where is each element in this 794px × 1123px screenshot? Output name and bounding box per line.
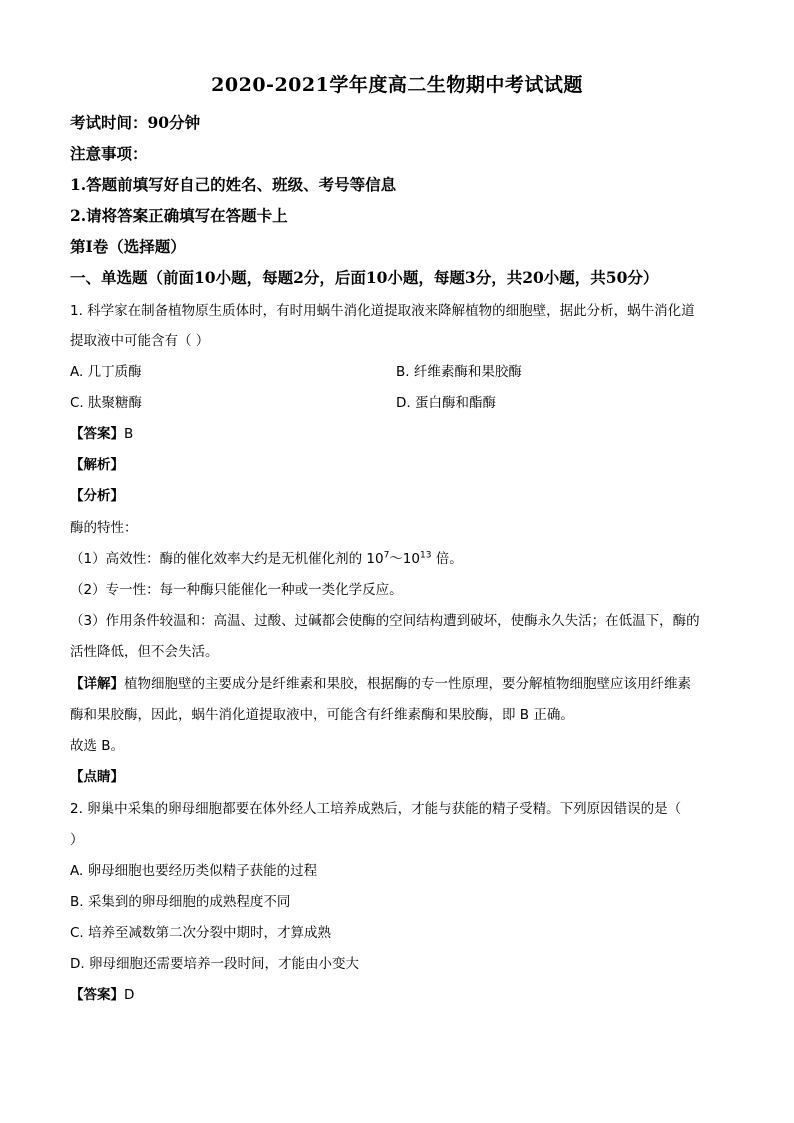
q2-option-b: B. 采集到的卵母细胞的成熟程度不同 [70, 894, 291, 910]
q2-option-a: A. 卵母细胞也要经历类似精子获能的过程 [70, 863, 318, 879]
q1-prop-1-exp-2: 13 [419, 550, 432, 561]
q1-stem-line-1: 1. 科学家在制备植物原生质体时，有时用蜗牛消化道提取液来降解植物的细胞壁，据此分析，蜗牛消化道 [70, 303, 695, 319]
part-1-heading: 第I卷（选择题） [70, 237, 186, 256]
q2-stem-line-1: 2. 卵巢中采集的卵母细胞都要在体外经人工培养成熟后，才能与获能的精子受精。下列原因错误的是（ [70, 801, 682, 817]
q1-comment-tag: 【点睛】 [70, 769, 124, 785]
q1-prop-3-line-2: 活性降低，但不会失活。 [70, 644, 219, 660]
q1-analysis-tag: 【解析】 [70, 457, 124, 473]
q1-prop-1-text-b: ～10 [389, 551, 420, 567]
q1-prop-1-text-a: （1）高效性：酶的催化效率大约是无机催化剂的 10 [70, 551, 384, 567]
q1-analysis [70, 453, 730, 473]
q2-stem-line-2: ） [70, 832, 84, 848]
q1-fenxi [70, 484, 730, 504]
q1-answer [70, 422, 730, 442]
q2-option-c: C. 培养至减数第二次分裂中期时，才算成熟 [70, 925, 332, 941]
q1-prop-1-text-c: 倍。 [431, 551, 463, 567]
q1-props-title: 酶的特性： [70, 520, 138, 536]
page-title: 2020-2021学年度高二生物期中考试试题 [211, 74, 583, 96]
q1-option-a: A. 几丁质酶 [70, 364, 142, 380]
q2-answer-value: D [124, 987, 135, 1003]
q1-prop-1 [70, 547, 730, 567]
q1-answer-tag: 【答案】 [70, 426, 124, 442]
q1-answer-value: B [124, 426, 134, 442]
q1-option-c: C. 肽聚糖酶 [70, 395, 143, 411]
q1-prop-2: （2）专一性：每一种酶只能催化一种或一类化学反应。 [70, 582, 403, 598]
q1-comment [70, 765, 730, 785]
note-2: 2.请将答案正确填写在答题卡上 [70, 206, 288, 225]
q1-detail-line-2: 酶和果胶酶，因此，蜗牛消化道提取液中，可能含有纤维素酶和果胶酶，即 B 正确。 [70, 707, 574, 723]
q1-prop-1-exp-1: 7 [383, 550, 390, 561]
q1-prop-3-line-1: （3）作用条件较温和：高温、过酸、过碱都会使酶的空间结构遭到破坏，使酶永久失活；在低温下，酶的 [70, 613, 700, 629]
q1-detail-line-1 [70, 672, 730, 692]
section-1-heading: 一、单选题（前面10小题，每题2分，后面10小题，每题3分，共20小题，共50分） [70, 268, 659, 287]
q1-stem-line-2: 提取液中可能含有（ ） [70, 333, 210, 349]
q1-detail-tag: 【详解】 [70, 676, 124, 692]
q1-fenxi-tag: 【分析】 [70, 488, 124, 504]
note-1: 1.答题前填写好自己的姓名、班级、考号等信息 [70, 175, 397, 194]
q2-answer [70, 983, 730, 1003]
exam-time: 考试时间：90分钟 [70, 113, 201, 132]
q1-conclusion: 故选 B。 [70, 738, 125, 754]
q1-detail-text-1: 植物细胞壁的主要成分是纤维素和果胶，根据酶的专一性原理，要分解植物细胞壁应该用纤维素 [124, 676, 691, 692]
notes-title: 注意事项： [70, 144, 148, 163]
q1-option-d: D. 蛋白酶和酯酶 [396, 395, 496, 411]
q2-option-d: D. 卵母细胞还需要培养一段时间，才能由小变大 [70, 956, 359, 972]
q2-answer-tag: 【答案】 [70, 987, 124, 1003]
q1-option-b: B. 纤维素酶和果胶酶 [396, 364, 522, 380]
